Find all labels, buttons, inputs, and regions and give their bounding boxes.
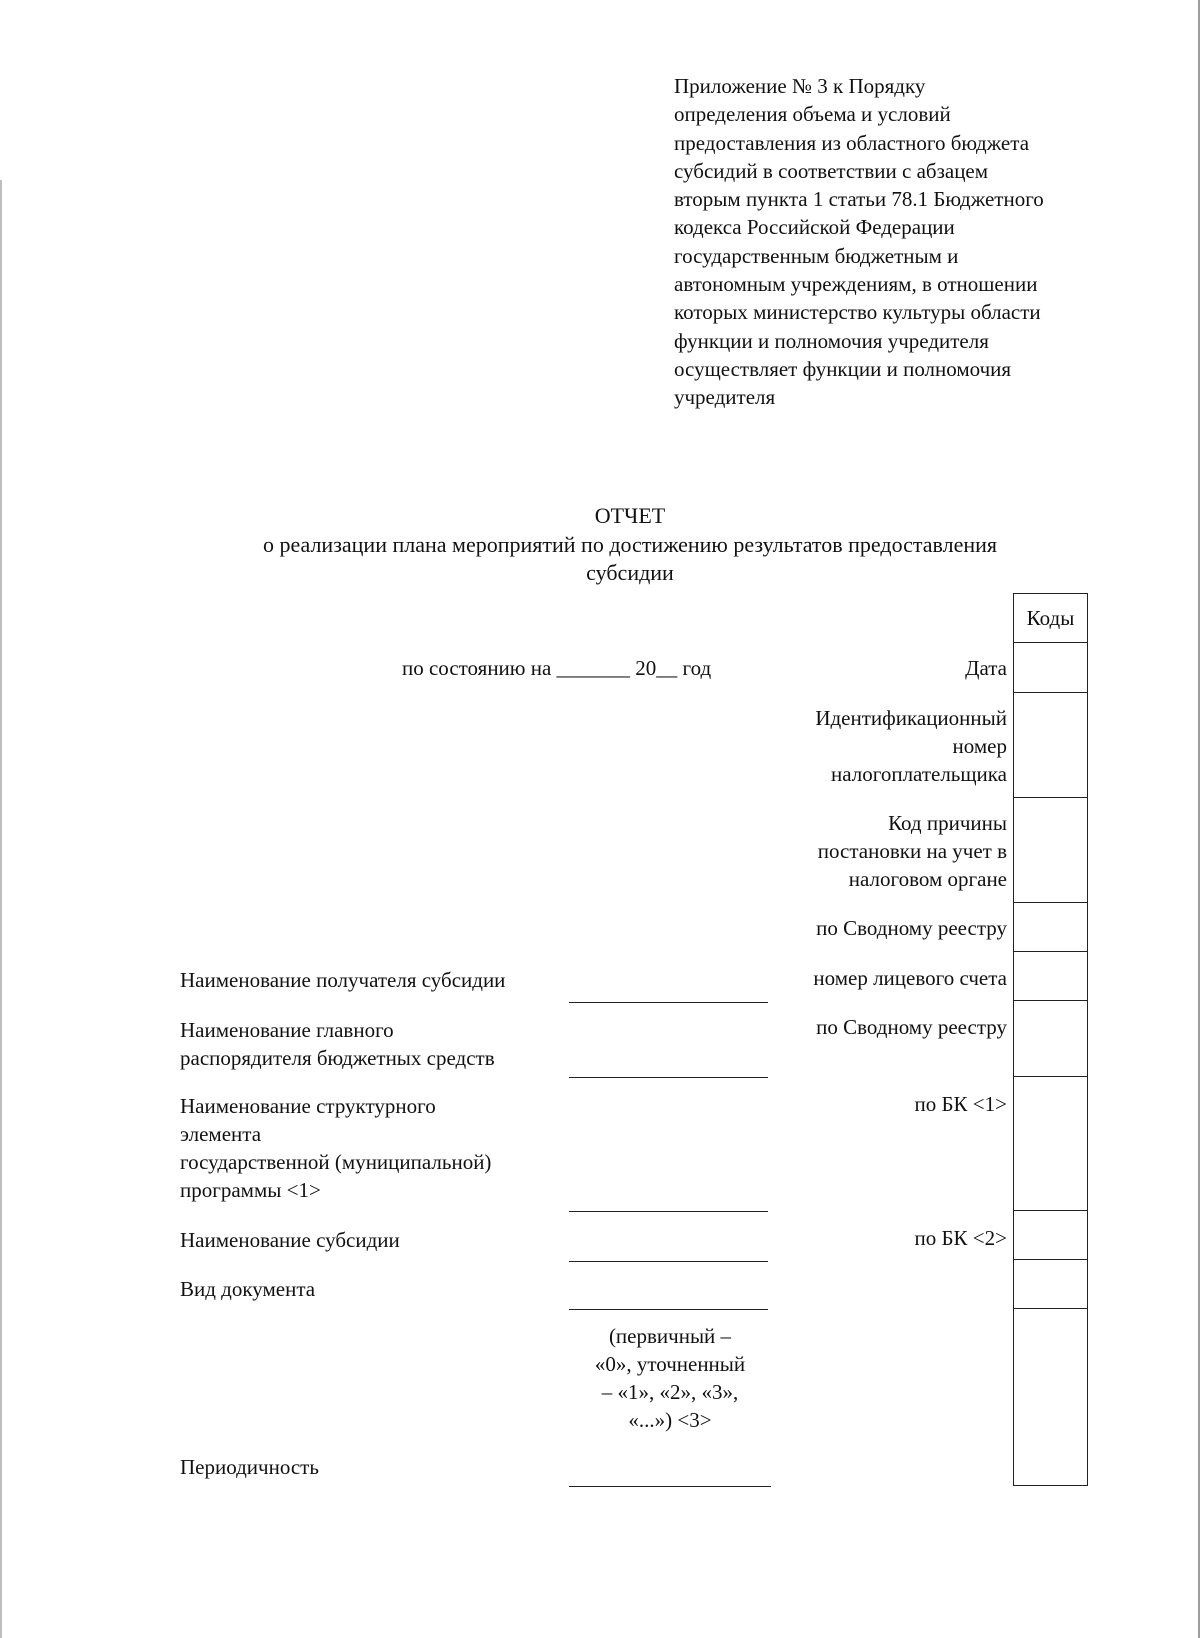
code-cell-periodicity[interactable]	[1013, 1308, 1088, 1486]
label-kpp	[818, 809, 1007, 893]
field-doc-type-note	[570, 1322, 770, 1434]
field-struct-line: государственной (муниципальной)	[180, 1150, 492, 1174]
code-cell-inn[interactable]	[1013, 692, 1088, 798]
date-prefix: по состоянию на	[402, 656, 552, 680]
date-line	[402, 654, 711, 682]
field-doc-type-line[interactable]	[569, 1309, 768, 1310]
appendix-note	[674, 72, 1134, 412]
code-cell-bk1[interactable]	[1013, 1076, 1088, 1211]
field-struct-line: элемента	[180, 1122, 262, 1146]
appendix-line: определения объема и условий	[674, 102, 951, 127]
label-registry-1: по Сводному реестру	[816, 916, 1007, 940]
code-cell-bk2[interactable]	[1013, 1210, 1088, 1260]
field-manager-label	[180, 1016, 495, 1072]
field-doc-type-label: Вид документа	[180, 1277, 316, 1301]
doc-note-line: «...») <3>	[628, 1408, 712, 1432]
appendix-line: учредителя	[674, 385, 776, 410]
label-date: Дата	[965, 656, 1007, 680]
codes-header: Коды	[1026, 605, 1075, 630]
field-manager-line: распорядителя бюджетных средств	[180, 1046, 495, 1070]
label-bk1: по БК <1>	[914, 1092, 1007, 1116]
label-registry-2: по Сводному реестру	[816, 1015, 1007, 1039]
doc-note-line: «0», уточненный	[594, 1352, 746, 1376]
label-inn-line: номер	[952, 734, 1007, 758]
label-inn-line: Идентификационный	[815, 706, 1007, 730]
field-recipient-label: Наименование получателя субсидии	[180, 968, 506, 992]
appendix-line: функции и полномочия учредителя	[674, 328, 989, 353]
report-subtitle-line: о реализации плана мероприятий по достижению результатов предоставления	[262, 532, 998, 557]
label-kpp-line: налоговом органе	[848, 867, 1007, 891]
date-year[interactable]: 20__	[635, 656, 678, 680]
appendix-line: государственным бюджетным и	[674, 243, 959, 268]
appendix-line: осуществляет функции и полномочия	[674, 356, 1012, 381]
report-subtitle-line: субсидии	[586, 560, 674, 585]
field-periodicity-label: Периодичность	[180, 1455, 319, 1479]
field-struct-line: Наименование структурного	[180, 1094, 436, 1118]
date-blank[interactable]: _______	[556, 656, 631, 680]
code-cell-registry-2[interactable]	[1013, 1000, 1088, 1077]
code-cell-doc-type[interactable]	[1013, 1259, 1088, 1309]
doc-note-line: – «1», «2», «3»,	[601, 1380, 739, 1404]
field-struct-label	[180, 1092, 491, 1204]
label-account: номер лицевого счета	[813, 966, 1007, 990]
field-struct-line-input[interactable]	[569, 1211, 768, 1212]
code-cell-registry-1[interactable]	[1013, 902, 1088, 952]
label-kpp-line: постановки на учет в	[817, 839, 1007, 863]
code-cell-kpp[interactable]	[1013, 797, 1088, 903]
appendix-line: предоставления из областного бюджета	[674, 130, 1030, 155]
report-subtitle	[200, 531, 1060, 587]
field-periodicity-line[interactable]	[569, 1486, 771, 1487]
appendix-line: которых министерство культуры области	[674, 300, 1041, 325]
field-manager-line-input[interactable]	[569, 1077, 768, 1078]
label-bk2: по БК <2>	[914, 1226, 1007, 1250]
code-cell-account[interactable]	[1013, 951, 1088, 1001]
field-recipient-line[interactable]	[569, 1002, 768, 1003]
appendix-line: автономным учреждениям, в отношении	[674, 272, 1038, 297]
codes-header-cell	[1013, 593, 1088, 643]
appendix-line: вторым пункта 1 статьи 78.1 Бюджетного	[674, 187, 1044, 212]
date-suffix: год	[682, 656, 712, 680]
report-title: ОТЧЕТ	[594, 503, 666, 528]
label-inn	[815, 704, 1007, 788]
appendix-line: кодекса Российской Федерации	[674, 215, 955, 240]
appendix-line: субсидий в соответствии с абзацем	[674, 158, 989, 183]
field-subsidy-line[interactable]	[569, 1261, 768, 1262]
label-inn-line: налогоплательщика	[831, 762, 1007, 786]
field-subsidy-label: Наименование субсидии	[180, 1228, 400, 1252]
doc-note-line: (первичный –	[608, 1324, 732, 1348]
field-manager-line: Наименование главного	[180, 1018, 394, 1042]
code-cell-date[interactable]	[1013, 642, 1088, 693]
appendix-line: Приложение № 3 к Порядку	[674, 74, 926, 98]
label-kpp-line: Код причины	[888, 811, 1007, 835]
field-struct-line: программы <1>	[180, 1178, 321, 1202]
page-edge-left	[0, 180, 2, 1638]
